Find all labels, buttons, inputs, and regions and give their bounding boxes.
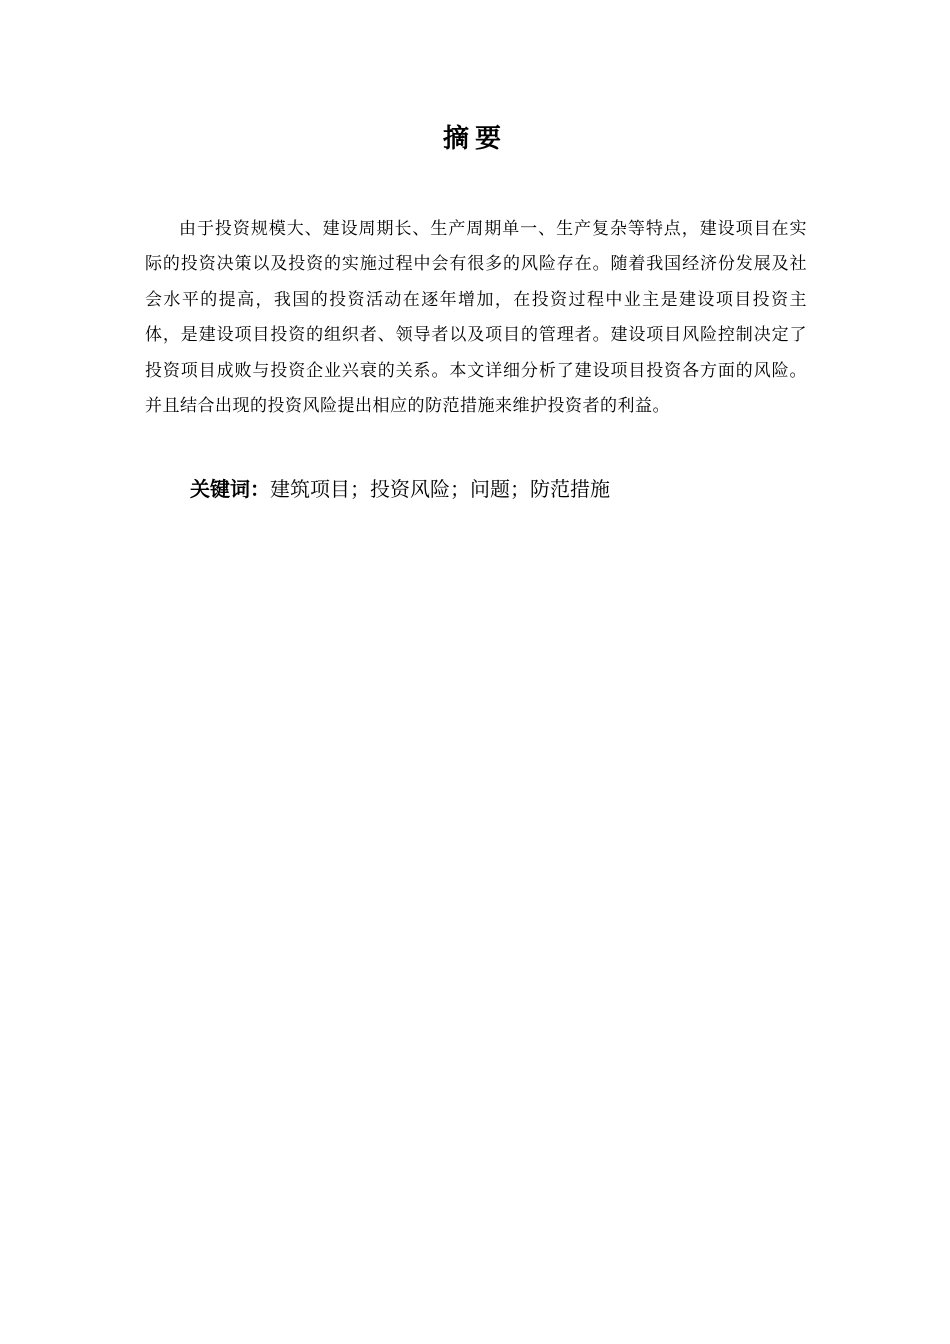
abstract-paragraph: 由于投资规模大、建设周期长、生产周期单一、生产复杂等特点，建设项目在实际的投资决策以及投资的实施过程中会有很多的风险存在。随着我国经济份发展及社会水平的提高，我国的投资活动在逐年增加，在投资过程中业主是建设项目投资主体，是建设项目投资的组织者、领导者以及项目的管理者。建设项目风险控制决定了投资项目成败与投资企业兴衰的关系。本文详细分析了建设项目投资各方面的风险。并且结合出现的投资风险提出相应的防范措施来维护投资者的利益。 <box>145 219 807 417</box>
keywords-text: 建筑项目；投资风险；问题；防范措施 <box>270 477 610 501</box>
keywords-label: 关键词： <box>190 477 270 501</box>
page-title: 摘要 <box>442 124 507 154</box>
keywords-line <box>190 472 810 506</box>
